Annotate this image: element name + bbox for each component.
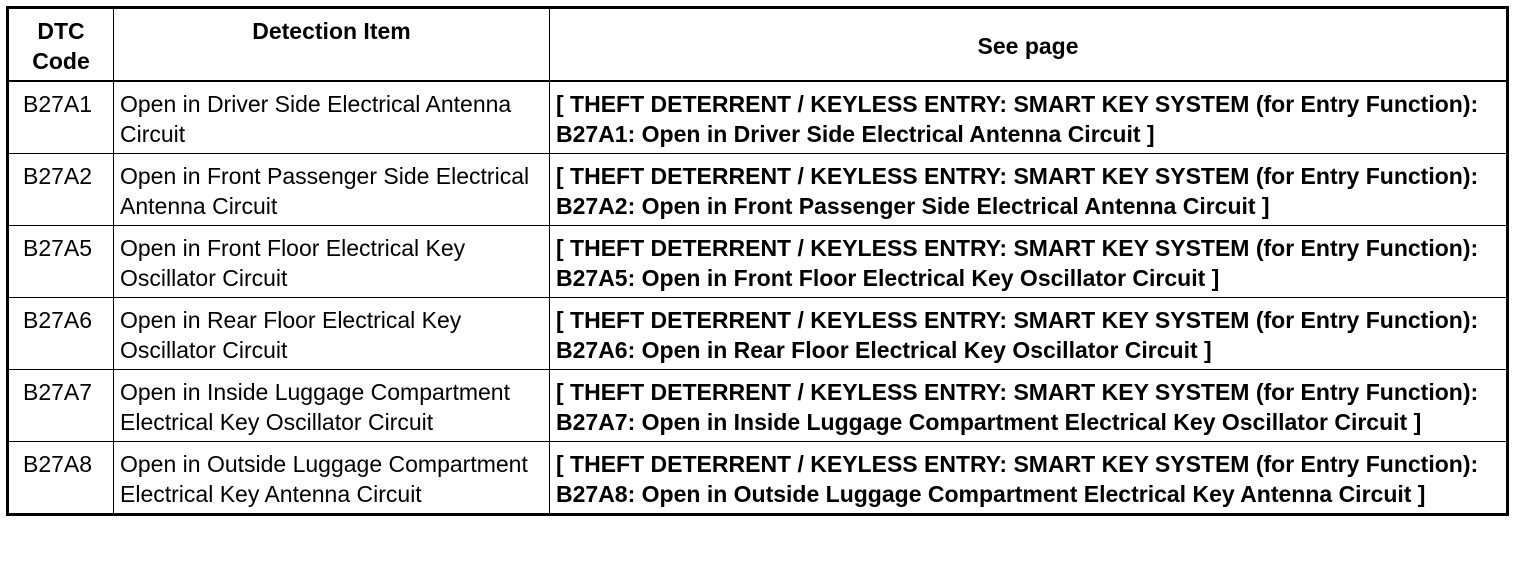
dtc-code-cell: B27A8 — [8, 442, 114, 515]
dtc-table — [6, 6, 1509, 516]
see-page-link[interactable]: [ THEFT DETERRENT / KEYLESS ENTRY: SMART KEY SYSTEM (for Entry Function): B27A2: Open in Front Passenger Side Electrical Antenna Circuit ] — [550, 154, 1508, 226]
table-row — [8, 154, 1508, 226]
table-row — [8, 81, 1508, 154]
header-row — [8, 8, 1508, 82]
header-dtc-code: DTC Code — [8, 8, 114, 82]
table-row — [8, 370, 1508, 442]
detection-item-cell: Open in Front Passenger Side Electrical Antenna Circuit — [114, 154, 550, 226]
see-page-link[interactable]: [ THEFT DETERRENT / KEYLESS ENTRY: SMART KEY SYSTEM (for Entry Function): B27A8: Open in Outside Luggage Compartment Electrical Key Antenna Circuit ] — [550, 442, 1508, 515]
dtc-code-cell: B27A6 — [8, 298, 114, 370]
detection-item-cell: Open in Driver Side Electrical Antenna Circuit — [114, 81, 550, 154]
dtc-code-cell: B27A5 — [8, 226, 114, 298]
table-header — [8, 8, 1508, 82]
table-row — [8, 442, 1508, 515]
header-see-page: See page — [550, 8, 1508, 82]
header-detection-item: Detection Item — [114, 8, 550, 82]
detection-item-cell: Open in Inside Luggage Compartment Electrical Key Oscillator Circuit — [114, 370, 550, 442]
table-row — [8, 298, 1508, 370]
table-row — [8, 226, 1508, 298]
see-page-link[interactable]: [ THEFT DETERRENT / KEYLESS ENTRY: SMART KEY SYSTEM (for Entry Function): B27A5: Open in Front Floor Electrical Key Oscillator Circuit ] — [550, 226, 1508, 298]
dtc-code-cell: B27A2 — [8, 154, 114, 226]
see-page-link[interactable]: [ THEFT DETERRENT / KEYLESS ENTRY: SMART KEY SYSTEM (for Entry Function): B27A7: Open in Inside Luggage Compartment Electrical Key Oscillator Circuit ] — [550, 370, 1508, 442]
see-page-link[interactable]: [ THEFT DETERRENT / KEYLESS ENTRY: SMART KEY SYSTEM (for Entry Function): B27A6: Open in Rear Floor Electrical Key Oscillator Circuit ] — [550, 298, 1508, 370]
dtc-code-cell: B27A7 — [8, 370, 114, 442]
detection-item-cell: Open in Front Floor Electrical Key Oscillator Circuit — [114, 226, 550, 298]
detection-item-cell: Open in Outside Luggage Compartment Electrical Key Antenna Circuit — [114, 442, 550, 515]
see-page-link[interactable]: [ THEFT DETERRENT / KEYLESS ENTRY: SMART KEY SYSTEM (for Entry Function): B27A1: Open in Driver Side Electrical Antenna Circuit ] — [550, 81, 1508, 154]
detection-item-cell: Open in Rear Floor Electrical Key Oscillator Circuit — [114, 298, 550, 370]
dtc-code-cell: B27A1 — [8, 81, 114, 154]
table-body — [8, 81, 1508, 515]
